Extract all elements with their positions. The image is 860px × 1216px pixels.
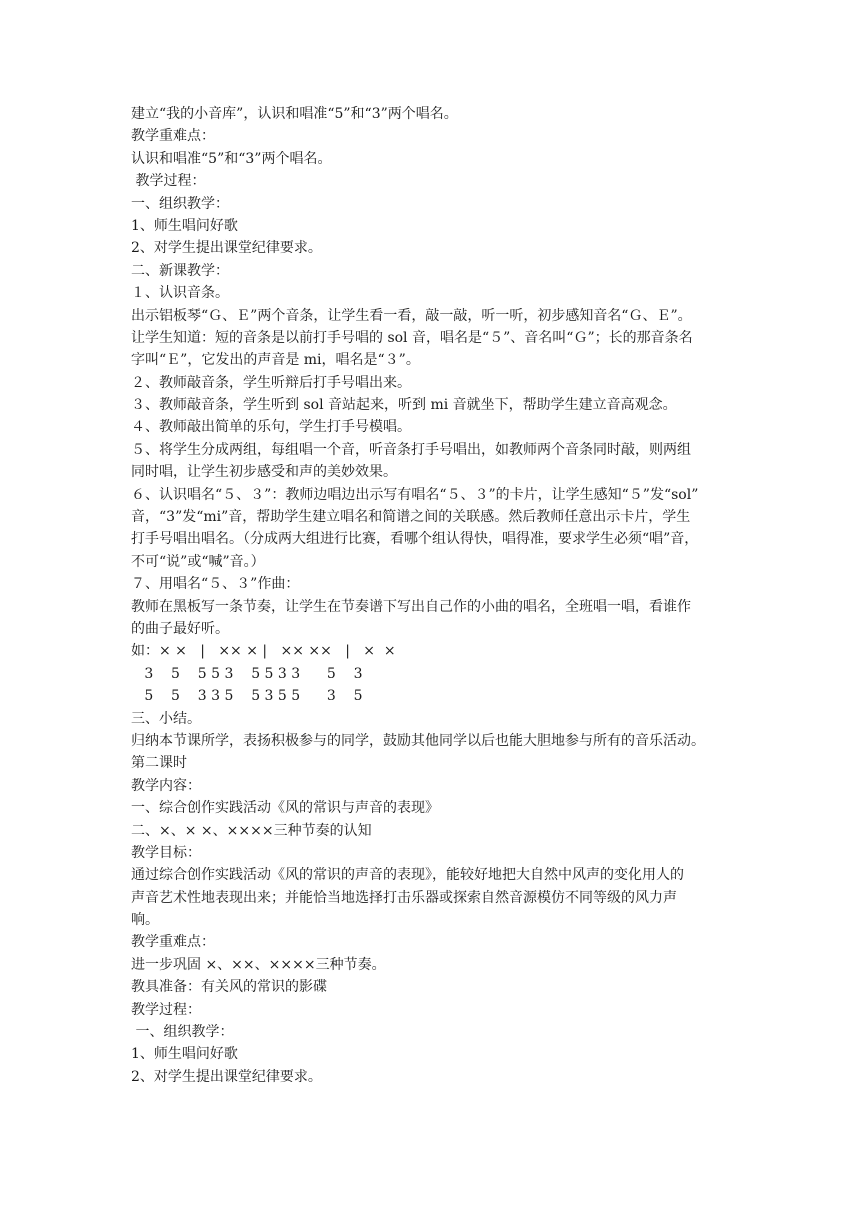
text-line: ７、用唱名“５、３”作曲：	[131, 576, 300, 593]
text-line: 同时唱，让学生初步感受和声的美妙效果。	[131, 464, 397, 481]
text-line: 认识和唱准“5”和“3”两个唱名。	[131, 150, 332, 167]
text-line: 教师在黑板写一条节奏，让学生在节奏谱下写出自己作的小曲的唱名，全班唱一唱，看谁作	[131, 598, 691, 615]
text-line: 教学过程：	[131, 173, 206, 190]
text-line: 进一步巩固 ×、××、××××三种节奏。	[131, 956, 386, 973]
document-body	[131, 103, 741, 1088]
text-line: 的曲子最好听。	[131, 620, 229, 637]
text-line: 一、综合创作实践活动《风的常识与声音的表现》	[131, 800, 439, 817]
text-line: 一、组织教学：	[131, 195, 229, 212]
text-line: 3 5 5 5 3 5 5 3 3 5 3	[131, 665, 363, 682]
text-line: ３、教师敲音条，学生听到 sol 音站起来，听到 mi 音就坐下，帮助学生建立音高观念。	[131, 397, 677, 414]
text-line: 字叫“Ｅ”，它发出的声音是 mi，唱名是“３”。	[131, 352, 420, 369]
text-line: 让学生知道：短的音条是以前打手号唱的 sol 音，唱名是“５”、音名叫“Ｇ”；长的那音条名	[131, 329, 693, 346]
text-line: 教学目标：	[131, 844, 201, 861]
text-line: 2、对学生提出课堂纪律要求。	[131, 240, 322, 257]
text-line: 教学内容：	[131, 777, 201, 794]
text-line: ４、教师敲出简单的乐句，学生打手号模唱。	[131, 419, 411, 436]
text-line: 建立“我的小音库”，认识和唱准“5”和“3”两个唱名。	[131, 106, 458, 122]
text-line: ２、教师敲音条，学生听辩后打手号唱出来。	[131, 374, 411, 391]
text-line: 一、组织教学：	[131, 1024, 234, 1041]
text-line: 教具准备：有关风的常识的影碟	[131, 979, 327, 996]
text-line: 出示铝板琴“Ｇ、Ｅ”两个音条，让学生看一看，敲一敲，听一听，初步感知音名“Ｇ、Ｅ”。	[131, 307, 692, 324]
text-line: ６、认识唱名“５、３”：教师边唱边出示写有唱名“５、３”的卡片，让学生感知“５”发“sol”	[131, 486, 699, 503]
text-line: 声音艺术性地表现出来；并能恰当地选择打击乐器或探索自然音源模仿不同等级的风力声	[131, 889, 677, 906]
text-line: 教学重难点：	[131, 934, 215, 951]
text-line: １、认识音条。	[131, 285, 229, 302]
text-line: 归纳本节课所学，表扬积极参与的同学，鼓励其他同学以后也能大胆地参与所有的音乐活动。	[131, 732, 705, 749]
text-line: 二、×、× ×、××××三种节奏的认知	[131, 822, 372, 839]
text-line: 响。	[131, 912, 159, 929]
text-line: 不可“说”或“喊”音。）	[131, 553, 265, 570]
text-line: 教学重难点：	[131, 128, 215, 145]
text-line: 二、新课教学：	[131, 262, 229, 279]
text-line: 5 5 3 3 5 5 3 5 5 3 5	[131, 688, 363, 705]
text-line: ５、将学生分成两组，每组唱一个音，听音条打手号唱出，如教师两个音条同时敲，则两组	[131, 441, 691, 458]
text-line: 三、小结。	[131, 710, 201, 727]
text-line: 打手号唱出唱名。（分成两大组进行比赛，看哪个组认得快，唱得准，要求学生必须“唱”音，	[131, 531, 699, 548]
text-line: 1、师生唱问好歌	[131, 1046, 238, 1063]
text-line: 通过综合创作实践活动《风的常识的声音的表现》，能较好地把大自然中风声的变化用人的	[131, 867, 684, 884]
text-line: 音，“3”发“mi”音，帮助学生建立唱名和简谱之间的关联感。然后教师任意出示卡片，学生	[131, 509, 691, 526]
text-line: 2、对学生提出课堂纪律要求。	[131, 1068, 322, 1085]
text-line: 第二课时	[131, 755, 187, 772]
text-line: 1、师生唱问好歌	[131, 217, 238, 234]
text-line: 教学过程：	[131, 1001, 201, 1018]
text-line: 如：× × | ×× × | ×× ×× | × ×	[131, 643, 396, 660]
